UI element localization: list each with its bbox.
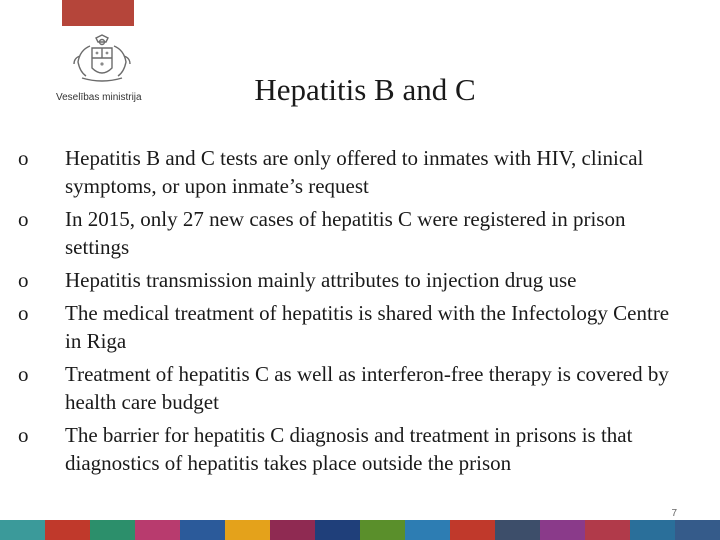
bullet-marker: o xyxy=(18,268,29,292)
coat-of-arms-icon xyxy=(68,34,136,90)
footer-color-stripe xyxy=(585,520,630,540)
bullet-marker: o xyxy=(18,146,29,170)
bullet-list xyxy=(18,144,688,482)
footer-color-stripe xyxy=(630,520,675,540)
footer-color-stripe xyxy=(540,520,585,540)
bullet-item xyxy=(18,421,688,477)
bullet-text: Hepatitis transmission mainly attributes to injection drug use xyxy=(65,268,577,292)
bullet-text: Treatment of hepatitis C as well as interferon-free therapy is covered by health care budget xyxy=(65,362,669,414)
bullet-marker: o xyxy=(18,207,29,231)
page-number: 7 xyxy=(671,508,677,519)
bullet-item xyxy=(18,266,688,294)
logo-caption: Veselības ministrija xyxy=(56,92,142,103)
footer-color-stripe xyxy=(360,520,405,540)
bullet-marker: o xyxy=(18,362,29,386)
bullet-item xyxy=(18,360,688,416)
bullet-item xyxy=(18,299,688,355)
bullet-item xyxy=(18,144,688,200)
footer-color-bar xyxy=(0,520,720,540)
footer-color-stripe xyxy=(450,520,495,540)
footer-color-stripe xyxy=(225,520,270,540)
footer-color-stripe xyxy=(90,520,135,540)
footer-color-stripe xyxy=(495,520,540,540)
bullet-text: In 2015, only 27 new cases of hepatitis C were registered in prison settings xyxy=(65,207,626,259)
footer-color-stripe xyxy=(180,520,225,540)
slide-title: Hepatitis B and C xyxy=(254,72,476,107)
top-accent-tab xyxy=(62,0,134,26)
bullet-text: The barrier for hepatitis C diagnosis and treatment in prisons is that diagnostics of hepatitis takes place outside the prison xyxy=(65,423,633,475)
footer-color-stripe xyxy=(0,520,45,540)
bullet-marker: o xyxy=(18,301,29,325)
bullet-marker: o xyxy=(18,423,29,447)
footer-color-stripe xyxy=(675,520,720,540)
footer-color-stripe xyxy=(135,520,180,540)
bullet-text: Hepatitis B and C tests are only offered to inmates with HIV, clinical symptoms, or upon inmate’s request xyxy=(65,146,644,198)
footer-color-stripe xyxy=(315,520,360,540)
footer-color-stripe xyxy=(405,520,450,540)
footer-color-stripe xyxy=(270,520,315,540)
ministry-logo xyxy=(52,34,152,108)
bullet-text: The medical treatment of hepatitis is shared with the Infectology Centre in Riga xyxy=(65,301,670,353)
bullet-item xyxy=(18,205,688,261)
footer-color-stripe xyxy=(45,520,90,540)
